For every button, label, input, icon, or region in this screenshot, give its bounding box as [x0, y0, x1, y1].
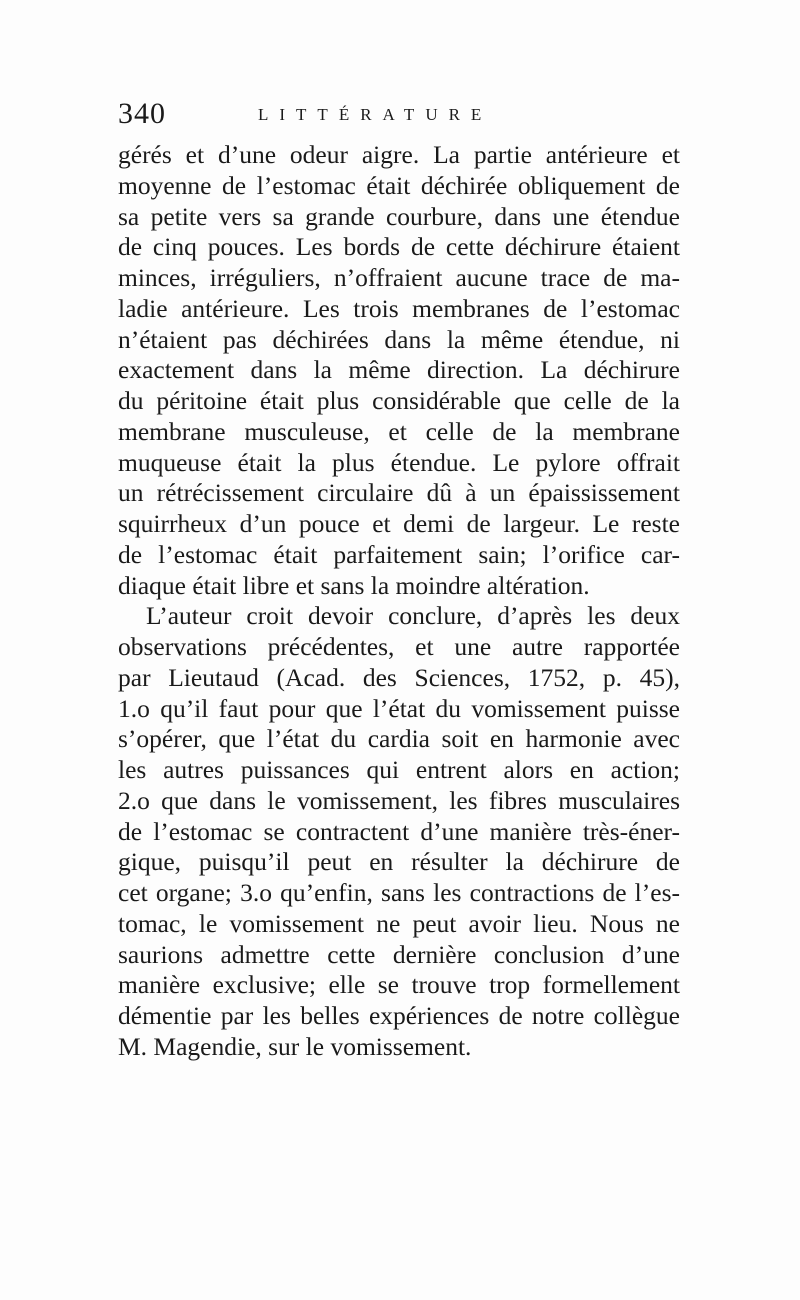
page-number: 340: [118, 97, 166, 130]
text-line: de l’estomac se contractent d’une manière très-éner-: [118, 816, 680, 846]
text-line: squirrheux d’un pouce et demi de largeur. Le reste: [118, 509, 680, 538]
text-line: de l’estomac était parfaitement sain; l’orifice car-: [118, 539, 680, 569]
text-line: gique, puisqu’il peut en résulter la déchirure de: [118, 847, 680, 877]
text-line: démentie par les belles expériences de notre collègue: [118, 1001, 680, 1030]
text-line: moyenne de l’estomac était déchirée obliquement de: [118, 170, 680, 200]
text-line: exactement dans la même direction. La déchirure: [118, 355, 680, 385]
text-line: un rétrécissement circulaire dû à un épaississement: [118, 478, 680, 508]
text-line: minces, irréguliers, n’offraient aucune trace de ma-: [118, 263, 680, 292]
text-line: observations précédentes, et une autre rapportée: [118, 632, 680, 661]
text-line: sa petite vers sa grande courbure, dans une étendue: [118, 201, 680, 231]
text-line: 1.o qu’il faut pour que l’état du vomissement puisse: [118, 693, 680, 723]
text-line: cet organe; 3.o qu’enfin, sans les contractions de l’es-: [118, 878, 680, 907]
text-line: saurions admettre cette dernière conclusion d’une: [118, 939, 680, 969]
body-text: [118, 140, 680, 1063]
text-line: 2.o que dans le vomissement, les fibres musculaires: [118, 785, 680, 815]
page-header: [118, 94, 678, 138]
text-line: n’étaient pas déchirées dans la même étendue, ni: [118, 324, 680, 354]
paragraph-1: [118, 140, 680, 601]
text-line: gérés et d’une odeur aigre. La partie antérieure et: [118, 140, 680, 169]
text-line: M. Magendie, sur le vomissement.: [118, 1031, 472, 1061]
text-line: les autres puissances qui entrent alors en action;: [118, 755, 680, 784]
text-line: s’opérer, que l’état du cardia soit en harmonie avec: [118, 724, 680, 754]
text-line: diaque était libre et sans la moindre altération.: [118, 570, 590, 600]
paragraph-2: [118, 601, 680, 1062]
text-line: ladie antérieure. Les trois membranes de l’estomac: [118, 293, 680, 323]
text-line: manière exclusive; elle se trouve trop formellement: [118, 970, 680, 1000]
text-line: tomac, le vomissement ne peut avoir lieu. Nous ne: [118, 908, 680, 938]
text-line: membrane musculeuse, et celle de la membrane: [118, 416, 680, 446]
text-line: muqueuse était la plus étendue. Le pylore offrait: [118, 447, 680, 477]
running-title: LITTÉRATURE: [258, 105, 493, 124]
text-line: du péritoine était plus considérable que celle de la: [118, 386, 680, 415]
text-line: L’auteur croit devoir conclure, d’après les deux: [146, 601, 680, 631]
text-line: par Lieutaud (Acad. des Sciences, 1752, p. 45),: [118, 662, 680, 692]
text-line: de cinq pouces. Les bords de cette déchirure étaient: [118, 232, 680, 262]
